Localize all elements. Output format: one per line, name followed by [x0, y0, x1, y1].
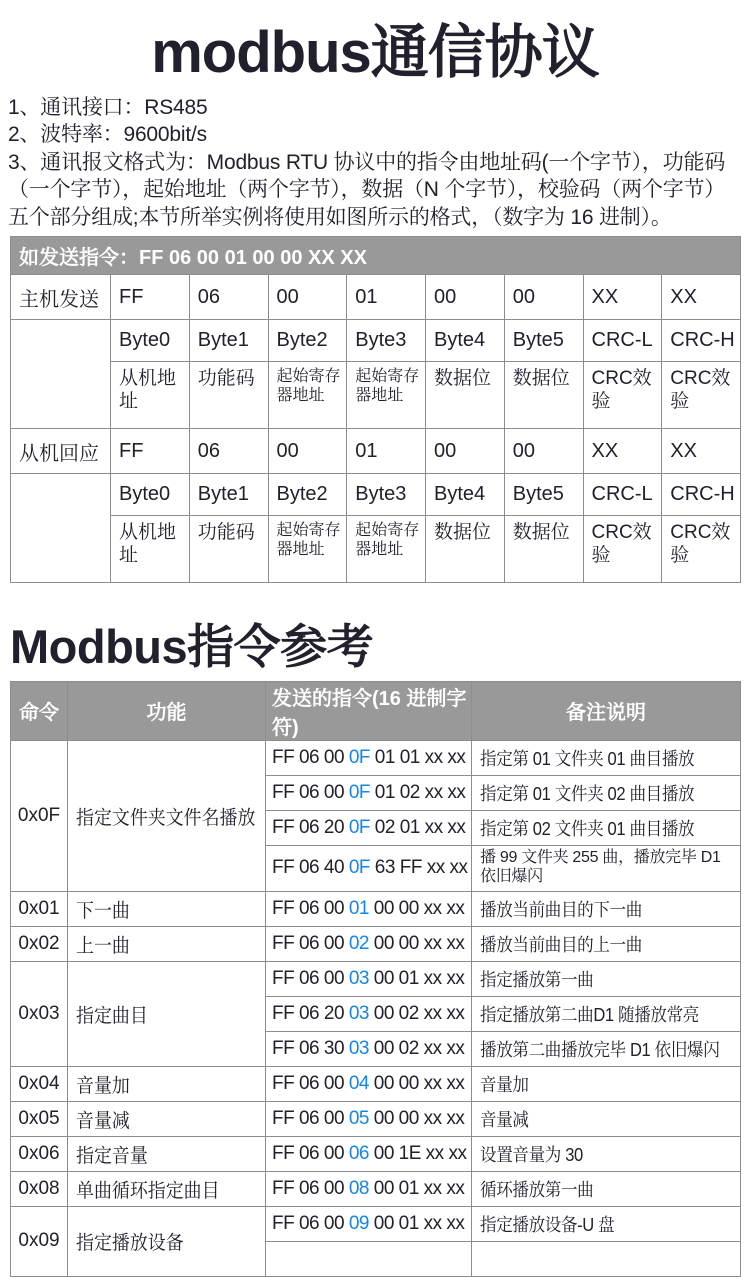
instruction-cell — [266, 996, 472, 1031]
frame-field-cell: CRC效验 — [662, 362, 741, 429]
hex-function-code-highlight: 03 — [348, 1037, 369, 1059]
column-header-instruction: 发送的指令(16 进制字符) — [266, 681, 472, 740]
command-code-cell: 0x09 — [11, 1206, 68, 1276]
note-cell — [472, 1241, 741, 1276]
note-cell — [472, 1171, 741, 1206]
frame-values-row — [11, 429, 741, 474]
frame-value-cell: FF — [111, 275, 190, 320]
frame-value-cell: FF — [111, 429, 190, 474]
hex-suffix: 00 01 xx xx — [368, 1177, 465, 1199]
frame-value-cell: 01 — [347, 275, 426, 320]
frame-byte-cell: CRC-L — [583, 320, 662, 362]
hex-prefix: FF 06 00 — [272, 746, 349, 768]
command-row — [11, 891, 741, 926]
hex-prefix: FF 06 00 — [272, 1072, 349, 1094]
frame-field-cell: 从机地址 — [111, 362, 190, 429]
frame-row-label-empty — [11, 320, 111, 429]
column-header-notes: 备注说明 — [472, 681, 741, 740]
note-text: 指定播放第二曲D1 随播放常亮 — [480, 1004, 699, 1025]
note-cell — [472, 1206, 741, 1241]
note-text: 指定播放第一曲 — [480, 969, 594, 990]
note-text: 音量减 — [480, 1109, 529, 1130]
note-text: 指定第 01 文件夹 02 曲目播放 — [480, 783, 695, 804]
hex-suffix: 01 02 xx xx — [370, 781, 466, 803]
command-row — [11, 1101, 741, 1136]
instruction-cell — [266, 810, 472, 845]
frame-value-cell: 00 — [504, 275, 583, 320]
frame-field-cell: 数据位 — [426, 362, 505, 429]
hex-function-code-highlight: 0F — [348, 781, 371, 803]
frame-byte-cell: Byte2 — [268, 474, 347, 516]
intro-list — [8, 94, 742, 232]
frame-value-cell: 06 — [189, 275, 268, 320]
function-cell — [68, 1066, 266, 1101]
note-text: 播放当前曲目的上一曲 — [480, 934, 642, 955]
frame-table-caption: 如发送指令：FF 06 00 01 00 00 XX XX — [11, 237, 741, 275]
frame-byte-cell: Byte0 — [111, 320, 190, 362]
frame-value-cell: XX — [662, 275, 741, 320]
frame-fields-row — [11, 362, 741, 429]
function-label: 音量减 — [76, 1109, 130, 1132]
function-label: 音量加 — [76, 1074, 130, 1097]
hex-suffix: 00 01 xx xx — [368, 967, 465, 989]
frame-field-cell: CRC效验 — [583, 516, 662, 583]
instruction-cell — [266, 775, 472, 810]
note-text: 指定第 02 文件夹 01 曲目播放 — [480, 818, 695, 839]
note-cell — [472, 810, 741, 845]
command-code-cell: 0x08 — [11, 1171, 68, 1206]
instruction-cell — [266, 891, 472, 926]
hex-prefix: FF 06 20 — [272, 816, 349, 838]
frame-table-caption-row — [11, 237, 741, 275]
hex-prefix: FF 06 00 — [272, 1107, 349, 1129]
instruction-cell — [266, 926, 472, 961]
note-cell: 播 99 文件夹 255 曲，播放完毕 D1 依旧爆闪 — [472, 845, 741, 891]
hex-prefix: FF 06 00 — [272, 1212, 349, 1234]
note-text: 指定播放设备-U 盘 — [480, 1214, 615, 1235]
hex-function-code-highlight: 01 — [348, 897, 369, 919]
frame-format-table — [10, 236, 741, 583]
function-cell — [68, 926, 266, 961]
hex-suffix: 00 01 xx xx — [368, 1212, 465, 1234]
frame-field-cell: 数据位 — [426, 516, 505, 583]
hex-prefix: FF 06 00 — [272, 1177, 349, 1199]
function-label: 指定播放设备 — [76, 1232, 184, 1255]
frame-field-cell: CRC效验 — [583, 362, 662, 429]
note-cell — [472, 961, 741, 996]
frame-value-cell: XX — [583, 429, 662, 474]
function-cell — [68, 740, 266, 891]
frame-value-cell: 00 — [504, 429, 583, 474]
frame-byte-cell: Byte0 — [111, 474, 190, 516]
intro-item-baudrate: 2、波特率：9600bit/s — [8, 123, 207, 147]
command-row — [11, 1066, 741, 1101]
note-text: 播放第二曲播放完毕 D1 依旧爆闪 — [480, 1039, 720, 1060]
frame-values-row — [11, 275, 741, 320]
frame-bytes-row — [11, 320, 741, 362]
instruction-cell — [266, 961, 472, 996]
reference-section-title: Modbus指令参考 — [10, 620, 374, 674]
note-cell — [472, 740, 741, 775]
frame-table-body — [11, 275, 741, 583]
intro-item-frame-format: 3、通讯报文格式为：Modbus RTU 协议中的指令由地址码(一个字节），功能码（一个字节），起始地址（两个字节），数据（N 个字节），校验码（两个字节）五个部分组成;本节所举实例将使用如图所示的格式，（数字为 16 进制）。 — [8, 150, 726, 229]
hex-function-code-highlight: 06 — [348, 1142, 369, 1164]
frame-row-label-empty — [11, 474, 111, 583]
frame-value-cell: 00 — [268, 429, 347, 474]
hex-prefix: FF 06 00 — [272, 932, 349, 954]
note-text: 指定第 01 文件夹 01 曲目播放 — [480, 748, 695, 769]
hex-function-code-highlight: 05 — [348, 1107, 369, 1129]
frame-field-cell: 起始寄存器地址 — [347, 362, 426, 429]
hex-prefix: FF 06 00 — [272, 897, 349, 919]
instruction-cell — [266, 740, 472, 775]
frame-field-cell: 功能码 — [189, 516, 268, 583]
frame-byte-cell: CRC-H — [662, 320, 741, 362]
command-code-cell: 0x02 — [11, 926, 68, 961]
frame-byte-cell: Byte5 — [504, 474, 583, 516]
function-cell — [68, 1206, 266, 1276]
function-cell — [68, 891, 266, 926]
frame-row-label: 主机发送 — [11, 275, 111, 320]
hex-suffix: 00 00 xx xx — [368, 1107, 465, 1129]
command-row — [11, 961, 741, 996]
frame-value-cell: 00 — [426, 429, 505, 474]
note-cell — [472, 996, 741, 1031]
frame-byte-cell: Byte1 — [189, 320, 268, 362]
frame-byte-cell: CRC-L — [583, 474, 662, 516]
instruction-cell — [266, 1101, 472, 1136]
hex-function-code-highlight: 03 — [348, 967, 369, 989]
note-cell — [472, 926, 741, 961]
frame-fields-row — [11, 516, 741, 583]
hex-suffix: 00 00 xx xx — [368, 1072, 465, 1094]
note-text: 播放当前曲目的下一曲 — [480, 899, 642, 920]
frame-field-cell: 起始寄存器地址 — [268, 362, 347, 429]
frame-value-cell: XX — [662, 429, 741, 474]
instruction-cell — [266, 1241, 472, 1276]
frame-row-label: 从机回应 — [11, 429, 111, 474]
hex-prefix: FF 06 20 — [272, 1002, 349, 1024]
frame-value-cell: 06 — [189, 429, 268, 474]
hex-suffix: 00 00 xx xx — [368, 897, 465, 919]
frame-field-cell: 数据位 — [504, 516, 583, 583]
frame-byte-cell: Byte5 — [504, 320, 583, 362]
function-label: 指定曲目 — [76, 1004, 148, 1027]
command-row — [11, 926, 741, 961]
instruction-cell — [266, 1066, 472, 1101]
note-text: 循环播放第一曲 — [480, 1179, 594, 1200]
command-code-cell: 0x01 — [11, 891, 68, 926]
frame-field-cell: 数据位 — [504, 362, 583, 429]
command-code-cell: 0x0F — [11, 740, 68, 891]
frame-value-cell: 00 — [268, 275, 347, 320]
instruction-cell — [266, 1031, 472, 1066]
column-header-command: 命令 — [11, 681, 68, 740]
frame-bytes-row — [11, 474, 741, 516]
hex-suffix: 00 02 xx xx — [368, 1037, 465, 1059]
reference-table-body — [11, 740, 741, 1276]
function-cell — [68, 1101, 266, 1136]
frame-value-cell: 01 — [347, 429, 426, 474]
command-code-cell: 0x03 — [11, 961, 68, 1066]
hex-suffix: 63 FF xx xx — [370, 857, 468, 879]
hex-prefix: FF 06 40 — [272, 857, 349, 879]
hex-suffix: 00 02 xx xx — [368, 1002, 465, 1024]
frame-byte-cell: CRC-H — [662, 474, 741, 516]
frame-value-cell: 00 — [426, 275, 505, 320]
note-text: 音量加 — [480, 1074, 529, 1095]
command-row — [11, 1171, 741, 1206]
function-cell — [68, 1136, 266, 1171]
note-cell — [472, 1101, 741, 1136]
command-row — [11, 740, 741, 775]
note-cell — [472, 775, 741, 810]
function-label: 单曲循环指定曲目 — [76, 1179, 220, 1202]
note-cell — [472, 1066, 741, 1101]
instruction-cell — [266, 1171, 472, 1206]
instruction-cell — [266, 1136, 472, 1171]
frame-value-cell: XX — [583, 275, 662, 320]
function-label: 上一曲 — [76, 934, 130, 957]
hex-function-code-highlight: 0F — [348, 857, 371, 879]
hex-function-code-highlight: 09 — [348, 1212, 369, 1234]
frame-field-cell: 从机地址 — [111, 516, 190, 583]
command-code-cell: 0x06 — [11, 1136, 68, 1171]
note-cell — [472, 891, 741, 926]
intro-item-interface: 1、通讯接口：RS485 — [8, 95, 208, 119]
instruction-cell — [266, 1206, 472, 1241]
hex-function-code-highlight: 02 — [348, 932, 369, 954]
frame-field-cell: CRC效验 — [662, 516, 741, 583]
hex-function-code-highlight: 03 — [348, 1002, 369, 1024]
note-cell — [472, 1136, 741, 1171]
hex-function-code-highlight: 04 — [348, 1072, 369, 1094]
command-reference-table — [10, 681, 741, 1277]
hex-suffix: 00 00 xx xx — [368, 932, 465, 954]
hex-suffix: 02 01 xx xx — [370, 816, 466, 838]
frame-byte-cell: Byte4 — [426, 474, 505, 516]
hex-suffix: 01 01 xx xx — [370, 746, 466, 768]
hex-prefix: FF 06 00 — [272, 1142, 349, 1164]
hex-function-code-highlight: 0F — [348, 816, 371, 838]
hex-suffix: 00 1E xx xx — [368, 1142, 467, 1164]
function-label: 指定文件夹文件名播放 — [76, 806, 256, 829]
frame-byte-cell: Byte4 — [426, 320, 505, 362]
command-row — [11, 1206, 741, 1241]
function-cell — [68, 961, 266, 1066]
function-label: 指定音量 — [76, 1144, 148, 1167]
frame-field-cell: 功能码 — [189, 362, 268, 429]
note-cell — [472, 1031, 741, 1066]
command-row — [11, 1136, 741, 1171]
reference-header-row — [11, 681, 741, 740]
function-label: 下一曲 — [76, 899, 130, 922]
hex-function-code-highlight: 08 — [348, 1177, 369, 1199]
frame-field-cell: 起始寄存器地址 — [347, 516, 426, 583]
instruction-cell — [266, 845, 472, 891]
hex-prefix: FF 06 00 — [272, 781, 349, 803]
page-title: modbus通信协议 — [151, 20, 599, 85]
command-code-cell: 0x04 — [11, 1066, 68, 1101]
hex-prefix: FF 06 30 — [272, 1037, 349, 1059]
frame-byte-cell: Byte3 — [347, 474, 426, 516]
command-code-cell: 0x05 — [11, 1101, 68, 1136]
hex-function-code-highlight: 0F — [348, 746, 371, 768]
frame-field-cell: 起始寄存器地址 — [268, 516, 347, 583]
function-cell — [68, 1171, 266, 1206]
frame-byte-cell: Byte3 — [347, 320, 426, 362]
column-header-function: 功能 — [68, 681, 266, 740]
frame-byte-cell: Byte2 — [268, 320, 347, 362]
frame-byte-cell: Byte1 — [189, 474, 268, 516]
hex-prefix: FF 06 00 — [272, 967, 349, 989]
note-text: 设置音量为 30 — [480, 1144, 583, 1165]
document-page — [0, 18, 750, 1255]
